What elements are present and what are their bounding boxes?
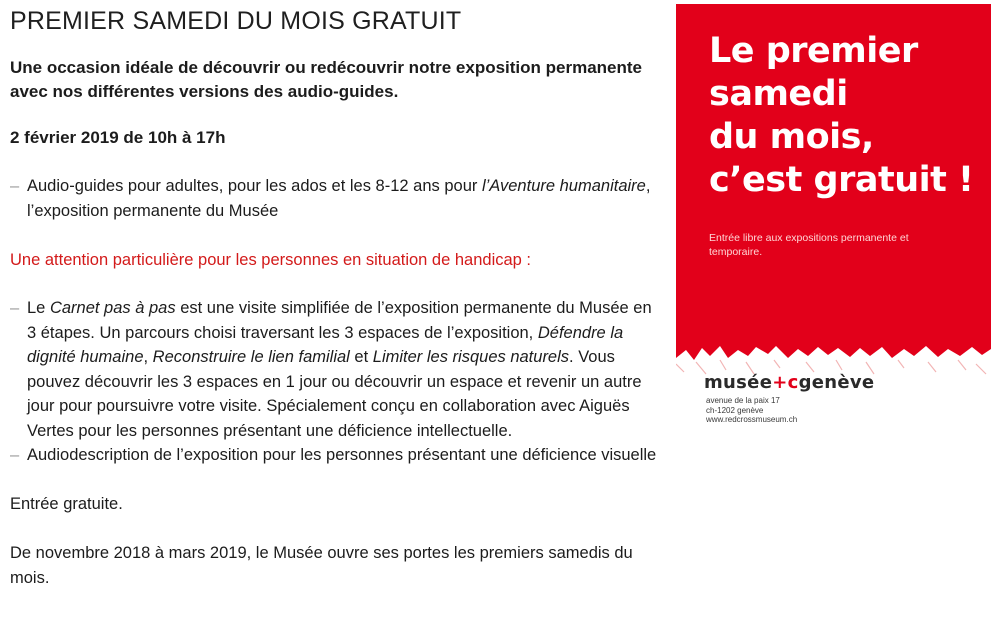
- free-entry-text: Entrée gratuite.: [10, 494, 123, 513]
- list-item-text: est une visite simplifiée de l’exposition permanente du Musée en 3 étapes. Un parcours choisi traversant les 3 espaces de l’exposition,: [27, 299, 652, 342]
- address-line: avenue de la paix 17: [706, 396, 780, 405]
- address-line: www.redcrossmuseum.ch: [706, 415, 798, 424]
- dash-marker: –: [10, 446, 20, 464]
- page-title: PREMIER SAMEDI DU MOIS GRATUIT: [10, 7, 462, 35]
- logo-text: musée: [704, 372, 773, 393]
- list-item-emphasis: Carnet pas à pas: [49, 299, 176, 317]
- museum-logo: [704, 372, 874, 393]
- list-item-emphasis: Limiter les risques naturels: [372, 348, 570, 366]
- poster-headline-line: samedi: [709, 74, 848, 114]
- list-item-emphasis: l’Aventure humanitaire: [481, 177, 646, 195]
- poster-image: [676, 4, 991, 440]
- event-date: 2 février 2019 de 10h à 17h: [10, 128, 226, 147]
- list-item-emphasis: Reconstruire le lien familial: [152, 348, 350, 366]
- list-item-text: Le: [27, 299, 50, 317]
- list-item: [10, 296, 665, 443]
- list-item: [10, 443, 665, 468]
- address-line: ch-1202 genève: [706, 405, 764, 415]
- list-item: [10, 174, 665, 223]
- list-item-text: . Vous pouvez découvrir les 3 espaces en 1 jour ou découvrir un espace et revenir un autre jour pour poursuivre votre visite. Spécialement conçu en collaboration avec Aiguës Vertes pour les personnes présentant une déficience intellectuelle.: [27, 348, 642, 440]
- intro-text: Une occasion idéale de découvrir ou redécouvrir notre exposition permanente avec nos différentes versions des audio-guides.: [10, 58, 643, 101]
- list-item-text: , l’exposition permanente du Musée: [27, 177, 651, 220]
- list-item-emphasis: Défendre la dignité humaine: [27, 323, 624, 366]
- accessibility-heading: Une attention particulière pour les personnes en situation de handicap :: [10, 251, 532, 269]
- audio-guide-list: [10, 174, 665, 223]
- poster-headline-line: du mois,: [709, 117, 874, 157]
- list-item-text: Audiodescription de l’exposition pour les personnes présentant une déficience visuelle: [27, 446, 657, 464]
- list-item-text: et: [349, 348, 373, 366]
- list-item-text: ,: [143, 348, 153, 366]
- red-cross-icon: +c: [772, 372, 799, 393]
- list-item-text: Audio-guides pour adultes, pour les ados et les 8-12 ans pour: [27, 177, 482, 195]
- article: [10, 0, 665, 590]
- poster-subtitle: Entrée libre aux expositions permanente et temporaire.: [709, 232, 909, 258]
- poster-headline: [709, 30, 974, 202]
- poster-headline-line: Le premier: [709, 31, 918, 71]
- dash-marker: –: [10, 299, 20, 317]
- dash-marker: –: [10, 177, 20, 195]
- accessibility-list: [10, 296, 665, 468]
- logo-text: genève: [798, 372, 875, 393]
- poster-address: [706, 396, 797, 425]
- schedule-note: De novembre 2018 à mars 2019, le Musée ouvre ses portes les premiers samedis du mois.: [10, 544, 633, 587]
- poster-headline-line: c’est gratuit !: [709, 160, 974, 200]
